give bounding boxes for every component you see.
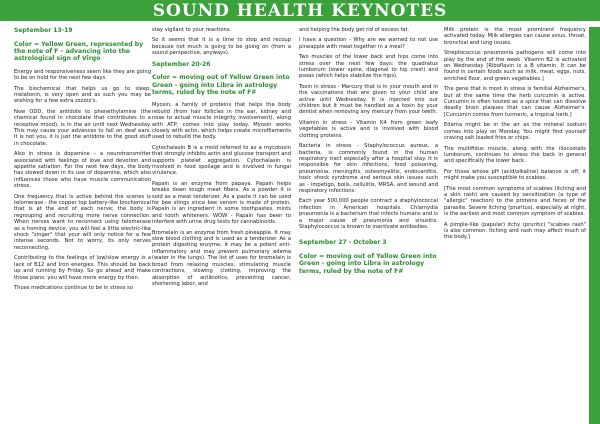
- paragraph: The multifidus muscle, along with the iliocostalis lumborum, continues to stress the back in general and specifically the lower back.: [444, 145, 586, 165]
- paragraph: Those medications continue to be in stress so: [14, 284, 133, 291]
- paragraph: Contributing to the feelings of low/slow energy is a lack of B12 and Iron energies. This should be back up and running by Friday. So go ahead and make those plans: you will have more energy by then.: [14, 255, 151, 281]
- section-date: September 13-19: [14, 27, 73, 34]
- paragraph: Papain is an enzyme from papaya. Papain helps breaks down tough meat fibers. As a powder it is sold as a meat tenderizer. As a paste it can be used for bee stings since bee venom is made of protein. Papain is an ingredient in some toothpastes, mints and tooth whiteners. WOW - Papain has been to interfere with urine drug tests for cannabinoids.: [152, 180, 291, 226]
- column-3: [299, 27, 438, 421]
- paragraph: The biochemical that helps us go to sleep, melatonin, is very open and as such you may be wishing for a few extra zzzzzz's.: [14, 85, 151, 105]
- paragraph: Cytochalasin B is a mold referred to as a mycotoxin that strongly inhibits actin and glucose transport and supports platelet aggregation. Cytochalasin is involved in food spoilage and is involved in fungal virulence.: [152, 144, 291, 177]
- column-1: [14, 27, 151, 421]
- paragraph: Streptococcus pneumonia pathogens will come into play by the end of the week. Vitamin B2 is activated on Wednesday [Riboflavin is a B vitamin. It can be found in certain foods such as milk, meat, eggs, nuts, enriched flour, and green vegetables.]: [444, 50, 586, 82]
- section-headline: Color = moving out of Yellow Green into Green - going into Libra in astrology terms, ruled by the note of F#: [299, 252, 437, 275]
- column-2: [152, 27, 291, 421]
- header-banner: [0, 0, 600, 21]
- section-date: September 20-26: [152, 60, 211, 68]
- paragraph: Bacteria in stress - Staphylococcus aureus, a bacteria, is commonly found in the human respiratory tract especially after a hospital stay. It is responsible for skin infections, food poisoning, pneumonia, meningitis, osteomyelitis, endocarditis, toxic shock syndrome and serious skin issues such as - impetigo, boils, cellulitis, MRSA, and wound and respiratory infections.: [299, 143, 438, 194]
- decorative-side-bar: [589, 27, 600, 424]
- paragraph: Myosin, a family of proteins that helps the body rebuild (from hair follicles in the ear, kidney and nose to actual muscle integrity involvement), along with ATP, comes into play today. Myosin works closely with actin, which helps create microfilaments used to rebuild the body.: [152, 102, 291, 141]
- paragraph: Bromelain is an enzyme from fresh pineapple. It may slow blood clotting and is used as a tenderizer. As a protein digesting enzyme, it may be a potent anti-inflammatory and may prevent pulmonary edema (water in the lungs). The list of uses for bromelain is broad from relaxing muscles, stimulating muscle contractions, slowing clotting, improving the absorption of antibiotics, preventing cancer, shortening labor, and: [152, 229, 291, 287]
- section-headline: Color = Yellow Green, represented by the note of F – advancing into the astrological sign of Virgo: [14, 40, 144, 63]
- paragraph: Energy and responsiveness seem like they are going to be on hold for the next few days.: [14, 68, 151, 82]
- section-date: September 27 - October 3: [299, 239, 387, 247]
- paragraph: Milk protein is the most prominent frequency activated today. Milk allergies can cause sinus, throat, bronchial and lung issues.: [444, 27, 586, 46]
- paragraph: Vitamin in stress - Vitamin K4 from green leafy vegetables is active and is involved with blood clotting proteins.: [299, 119, 438, 139]
- paragraph: stay vigilant to your reactions.: [152, 27, 232, 33]
- paragraph: Each year 500,000 people contract a staphylococcal infection in American hospitals. Chlamydia pneumonia is a bacterium that infects humans and is a major cause of pneumonia and sinusitis. Staphylococcus is known to inactivate antibodies.: [299, 198, 438, 230]
- paragraph: [The most common symptoms of scabies (itching and a skin rash) are caused by sensitization (a type of "allergic" reaction) to the proteins and feces of the parasite. Severe itching (pruritus), especially at night, is the earliest and most common symptom of scabies.: [444, 185, 586, 218]
- paragraph: One frequency that is active behind the scenes is telomerase - the copper top battery-like biochemical that is at the end of each nerve; the body is regrouping and recruiting more nerve connection. When nerves want to reconnect using telomerase as a homing device, you will feel a little electric-like shock "zinger" that your will only notice for a few intense seconds. Not to worry, its only nerves reconnecting.: [14, 193, 151, 251]
- paragraph: Edema might be in the air as the mineral sodium comes into play on Monday. You might find yourself craving salt loaded fries or chips.: [444, 122, 586, 142]
- paragraph: I have a question - Why are we warned to not use pineapple with meat together in a meal?: [299, 37, 438, 50]
- paragraph: Two muscles of the lower back and hips come into stress over the next few days: the quadratus lumborum (lower spine, diagonal to hip crest) and psoas (which helps stabilize the hips).: [299, 54, 438, 80]
- paragraph: A pimple-like (papular) itchy (pruritic) "scabies rash" is also common. Itching and rash may affect much of the body.]: [444, 221, 586, 241]
- section-headline: Color = moving out of Yellow Green into Green - going into Libra in astrology terms, ruled by the note of F#: [152, 74, 290, 96]
- paragraph: The gene that is most in stress is familial Alzheimer's, but at the same time the herb curcumin is active. Curcumin is often touted as a spice that can dissolve deadly brain plaques that can cause Alzheimer's. [Curcumin comes from turmeric, a tropical herb.]: [444, 86, 586, 118]
- paragraph: So it seems that it is a time to stop and recoup because not much is going to be going on (from a sound perspective, anyways).: [152, 37, 291, 57]
- paragraph: and helping the body get rid of excess fat.: [299, 27, 410, 33]
- paragraph: Now ODD, the antidote to phenethylamine (the chemical found in chocolate that contributes to a receptive mood), is in the air until next Wednesday. This may cause your advances to fall on deaf ears. It is not you, it is just the antidote to the good stuff in chocolate.: [14, 108, 151, 147]
- paragraph: Toxin in stress - Mercury that is in your mouth and in the vaccinations that are given to your child are active until Wednesday. It is injected into our children but it must be handled as a toxin by your dentist when removing any mercury from your teeth.: [299, 83, 438, 116]
- paragraph: For those whose pH (acid/alkaline) balance is off, it might make you susceptible to scabies.: [444, 168, 586, 182]
- paragraph: Also in stress is dopamine – a neurotransmitter associated with feelings of love and devotion and appetite satiation. For the next few days, the body has slowed down in its use of dopamine, which also influences those who have muscle communication stress.: [14, 151, 151, 190]
- page-title: SOUND HEALTH KEYNOTES: [152, 1, 448, 21]
- column-4: [444, 27, 586, 421]
